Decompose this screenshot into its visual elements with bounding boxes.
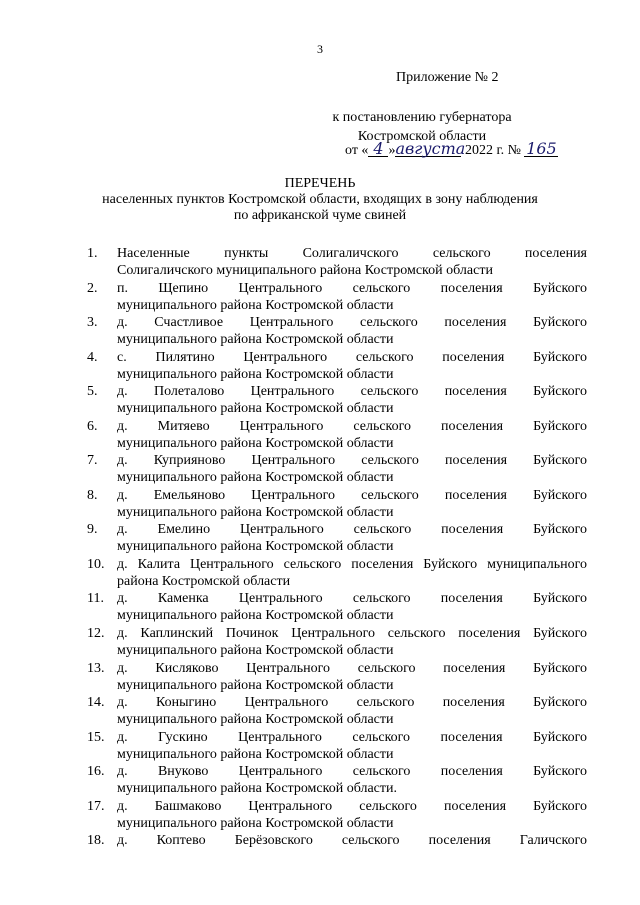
- date-mid: »: [388, 143, 396, 158]
- item-text: [117, 245, 587, 280]
- item-line-1-text: д. Куприяново Центрального сельского поселения Буйского: [117, 453, 587, 469]
- item-line-1: [117, 452, 587, 469]
- item-line-1: [117, 729, 587, 746]
- item-number: 1.: [87, 246, 98, 261]
- item-line-2: муниципального района Костромской области: [117, 643, 394, 659]
- item-text: [117, 660, 587, 695]
- item-text: [117, 832, 587, 867]
- list-item: [87, 349, 587, 384]
- list-item: [87, 314, 587, 349]
- item-line-1-text: д. Счастливое Центрального сельского поселения Буйского: [117, 315, 587, 331]
- item-line-1: [117, 349, 587, 366]
- item-line-1: [117, 832, 587, 849]
- list-item: [87, 832, 587, 867]
- item-text: [117, 521, 587, 556]
- decree-line-2: Костромской области: [357, 129, 487, 144]
- list-item: [87, 383, 587, 418]
- item-line-2: муниципального района Костромской области: [117, 401, 394, 417]
- item-line-1-text: д. Каменка Центрального сельского поселения Буйского: [117, 591, 587, 607]
- decree-line-1: к постановлению губернатора: [332, 110, 512, 125]
- year-text: 2022 г. №: [464, 143, 521, 158]
- item-line-1: [117, 487, 587, 504]
- item-line-1-text: д. Каплинский Починок Центрального сельского поселения Буйского: [117, 626, 587, 642]
- item-line-2: муниципального района Костромской области: [117, 815, 394, 831]
- item-line-1: [117, 245, 587, 262]
- item-text: [117, 452, 587, 487]
- item-number: 13.: [87, 660, 105, 676]
- title-line-3: по африканской чуме свиней: [233, 208, 407, 223]
- item-text: [117, 383, 587, 418]
- list-item: [87, 625, 587, 660]
- item-text: [117, 694, 587, 729]
- item-line-2: муниципального района Костромской области: [117, 608, 394, 624]
- item-number: 5.: [87, 384, 98, 400]
- handwritten-day: 4: [368, 142, 388, 157]
- item-text: [117, 418, 587, 453]
- item-number: 2.: [87, 280, 98, 296]
- item-line-1-text: д. Внуково Центрального сельского поселения Буйского: [117, 764, 587, 780]
- item-line-2: муниципального района Костромской области: [117, 746, 394, 762]
- item-number: 9.: [87, 522, 98, 538]
- item-line-1: [117, 763, 587, 780]
- item-line-1: [117, 556, 587, 573]
- item-line-1: [117, 798, 587, 815]
- list-item: [87, 487, 587, 522]
- item-text: [117, 556, 587, 591]
- item-line-1-text: д. Башмаково Центрального сельского поселения Буйского: [117, 798, 587, 814]
- item-number: 3.: [87, 315, 98, 331]
- item-line-1-text: Населенные пункты Солигаличского сельского поселения: [117, 246, 587, 261]
- item-text: [117, 590, 587, 625]
- handwritten-month: августа: [395, 139, 466, 158]
- item-line-2: муниципального района Костромской области: [117, 539, 394, 555]
- item-line-1: [117, 590, 587, 607]
- item-line-1-text: п. Щепино Центрального сельского поселения Буйского: [117, 280, 587, 296]
- decree-date-line: [345, 139, 558, 159]
- item-line-1: [117, 521, 587, 538]
- item-number: 14.: [87, 695, 105, 711]
- item-text: [117, 487, 587, 522]
- item-line-1: [117, 383, 587, 400]
- list-item: [87, 521, 587, 556]
- appendix-label: Приложение № 2: [396, 70, 499, 85]
- list-item: [87, 660, 587, 695]
- item-line-2: муниципального района Костромской области: [117, 504, 394, 520]
- list-item: [87, 245, 587, 280]
- item-line-2: муниципального района Костромской области: [117, 332, 394, 348]
- list-item: [87, 452, 587, 487]
- item-number: 16.: [87, 764, 105, 780]
- item-number: 18.: [87, 833, 105, 849]
- item-text: [117, 798, 587, 833]
- item-line-2: муниципального района Костромской области: [117, 297, 394, 313]
- title-heading: ПЕРЕЧЕНЬ: [284, 176, 356, 191]
- item-line-1-text: д. Коныгино Центрального сельского поселения Буйского: [117, 695, 587, 711]
- item-line-2: муниципального района Костромской области: [117, 470, 394, 486]
- item-number: 10.: [87, 556, 105, 572]
- item-number: 12.: [87, 626, 105, 642]
- handwritten-number: 165: [526, 139, 557, 158]
- item-line-1-text: д. Кисляково Центрального сельского поселения Буйского: [117, 660, 587, 676]
- item-line-1: [117, 418, 587, 435]
- settlement-list: [87, 245, 587, 867]
- item-line-2: Солигаличского муниципального района Костромской области: [117, 263, 493, 278]
- item-line-2: муниципального района Костромской области: [117, 712, 394, 728]
- item-line-2: [117, 849, 587, 866]
- item-line-1: [117, 314, 587, 331]
- item-number: 4.: [87, 349, 98, 365]
- item-line-2: муниципального района Костромской области: [117, 677, 394, 693]
- list-item: [87, 798, 587, 833]
- item-text: [117, 763, 587, 798]
- date-prefix: от «: [345, 143, 369, 158]
- list-item: [87, 694, 587, 729]
- page-number: 3: [317, 42, 323, 56]
- list-item: [87, 418, 587, 453]
- item-number: 7.: [87, 453, 98, 469]
- item-number: 15.: [87, 729, 105, 745]
- item-text: [117, 280, 587, 315]
- item-line-1-text: д. Гускино Центрального сельского поселения Буйского: [117, 729, 587, 745]
- item-line-1-text: с. Пилятино Центрального сельского поселения Буйского: [117, 349, 587, 365]
- list-item: [87, 556, 587, 591]
- item-line-1-text: д. Калита Центрального сельского поселения Буйского муниципального: [117, 556, 587, 572]
- item-line-2: муниципального района Костромской области: [117, 366, 394, 382]
- item-number: 17.: [87, 798, 105, 814]
- list-item: [87, 763, 587, 798]
- item-line-1: [117, 625, 587, 642]
- list-item: [87, 280, 587, 315]
- item-text: [117, 625, 587, 660]
- item-line-1-text: д. Коптево Берёзовского сельского поселения Галичского: [117, 833, 587, 849]
- item-text: [117, 729, 587, 764]
- item-line-1: [117, 660, 587, 677]
- item-line-2: района Костромской области: [117, 573, 291, 589]
- item-number: 8.: [87, 487, 98, 503]
- list-item: [87, 729, 587, 764]
- item-line-2: муниципального района Костромской области: [117, 435, 394, 451]
- item-number: 11.: [87, 591, 104, 607]
- item-text: [117, 349, 587, 384]
- item-line-1-text: д. Митяево Центрального сельского поселения Буйского: [117, 418, 587, 434]
- list-item: [87, 590, 587, 625]
- item-line-1-text: д. Емелино Центрального сельского поселения Буйского: [117, 522, 587, 538]
- item-text: [117, 314, 587, 349]
- item-line-2: муниципального района Костромской области.: [117, 781, 398, 797]
- item-line-1-text: д. Емельяново Центрального сельского поселения Буйского: [117, 487, 587, 503]
- item-line-1: [117, 694, 587, 711]
- title-line-2: населенных пунктов Костромской области, входящих в зону наблюдения: [102, 192, 538, 207]
- document-title: [0, 176, 640, 224]
- item-line-1-text: д. Полеталово Центрального сельского поселения Буйского: [117, 384, 587, 400]
- item-number: 6.: [87, 418, 98, 434]
- item-line-1: [117, 280, 587, 297]
